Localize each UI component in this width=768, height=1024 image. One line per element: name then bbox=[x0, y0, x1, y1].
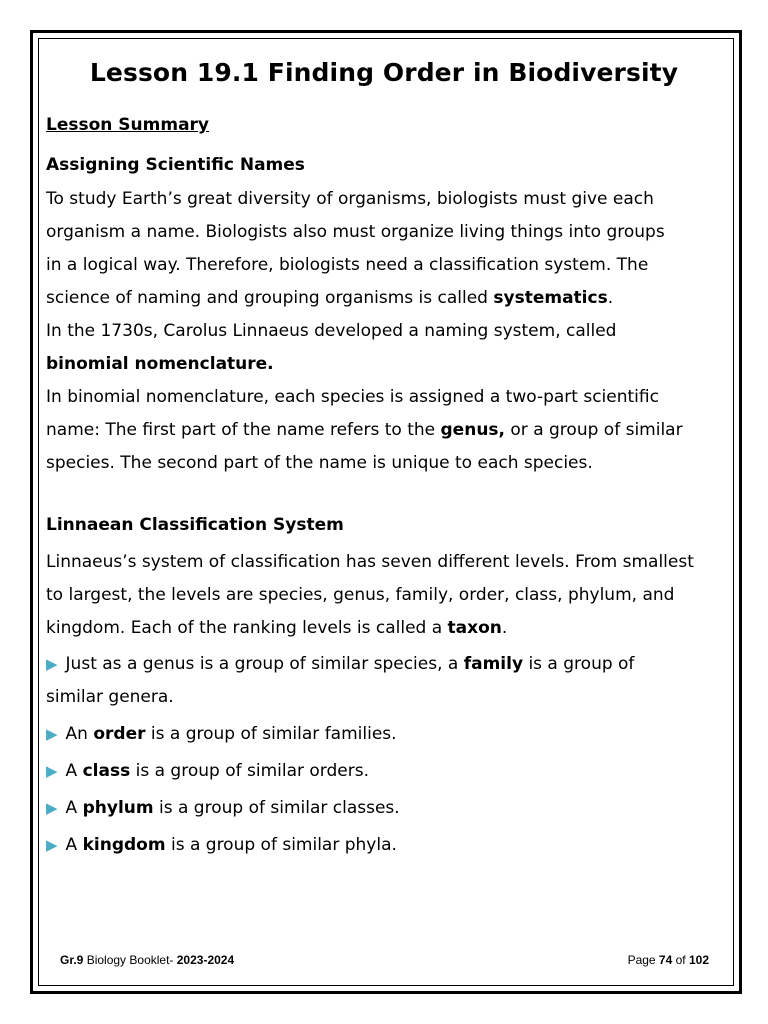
footer-booklet-label: Gr.9 Biology Booklet- 2023-2024 bbox=[60, 953, 235, 967]
term-binomial-nomenclature: binomial nomenclature. bbox=[46, 354, 274, 374]
triangle-right-icon: ▶ bbox=[46, 836, 58, 854]
paragraph-line: kingdom. Each of the ranking levels is called a taxon. bbox=[46, 618, 508, 638]
paragraph-line: in a logical way. Therefore, biologists need a classification system. The bbox=[46, 255, 649, 275]
footer-page-number: Page 74 of 102 bbox=[627, 953, 709, 967]
bullet-item: ▶ Just as a genus is a group of similar species, a family is a group of bbox=[46, 654, 635, 674]
paragraph-line: In the 1730s, Carolus Linnaeus developed a naming system, called bbox=[46, 321, 617, 341]
paragraph-line: science of naming and grouping organisms is called systematics. bbox=[46, 288, 614, 308]
page-title: Lesson 19.1 Finding Order in Biodiversity bbox=[89, 58, 679, 87]
paragraph-line: Linnaeus’s system of classification has seven different levels. From smallest bbox=[46, 552, 694, 572]
paragraph-line: organism a name. Biologists also must organize living things into groups bbox=[46, 222, 665, 242]
paragraph-line: In binomial nomenclature, each species is assigned a two-part scientific bbox=[46, 387, 659, 407]
bullet-item: ▶ A kingdom is a group of similar phyla. bbox=[46, 835, 397, 855]
section-heading-scientific-names: Assigning Scientific Names bbox=[46, 155, 305, 175]
triangle-right-icon: ▶ bbox=[46, 799, 58, 817]
triangle-right-icon: ▶ bbox=[46, 655, 58, 673]
paragraph-line bbox=[46, 354, 274, 374]
paragraph-line: to largest, the levels are species, genus, family, order, class, phylum, and bbox=[46, 585, 675, 605]
lesson-summary-heading: Lesson Summary bbox=[46, 115, 210, 135]
paragraph-line: name: The first part of the name refers to the genus, or a group of similar bbox=[46, 420, 683, 440]
bullet-item: ▶ A phylum is a group of similar classes. bbox=[46, 798, 400, 818]
triangle-right-icon: ▶ bbox=[46, 725, 58, 743]
term-taxon: taxon bbox=[447, 618, 502, 638]
bullet-item-continuation: similar genera. bbox=[46, 687, 174, 707]
paragraph-line: To study Earth’s great diversity of organisms, biologists must give each bbox=[46, 189, 654, 209]
section-heading-linnaean: Linnaean Classification System bbox=[46, 515, 344, 535]
term-genus: genus, bbox=[440, 420, 505, 440]
paragraph-line: species. The second part of the name is unique to each species. bbox=[46, 453, 593, 473]
bullet-item: ▶ A class is a group of similar orders. bbox=[46, 761, 369, 781]
triangle-right-icon: ▶ bbox=[46, 762, 58, 780]
bullet-item: ▶ An order is a group of similar families. bbox=[46, 724, 397, 744]
term-systematics: systematics bbox=[493, 288, 608, 308]
